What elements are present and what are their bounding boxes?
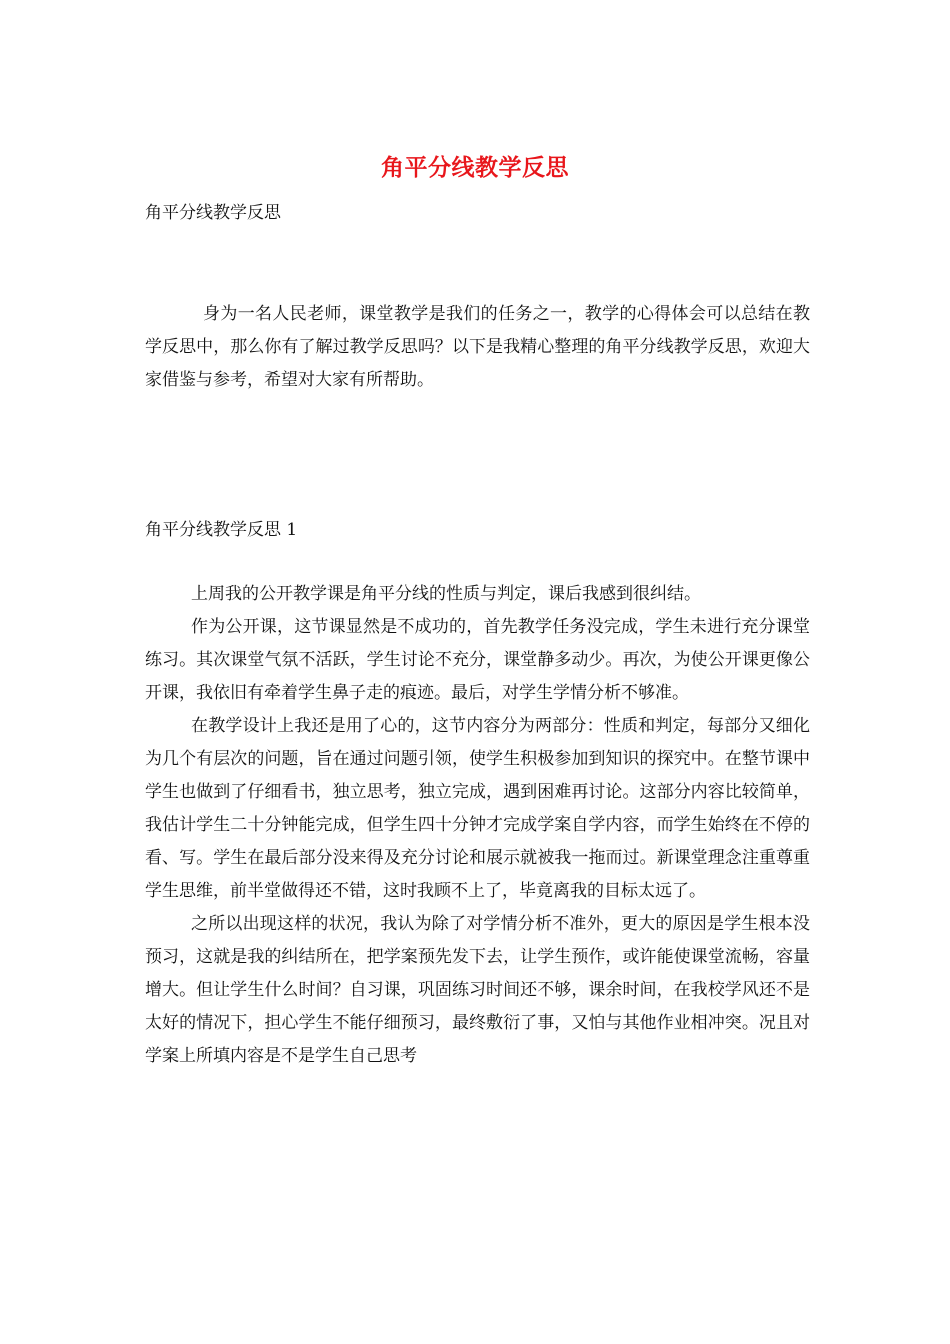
section-heading: 角平分线教学反思 1 <box>145 520 298 540</box>
body-paragraph: 之所以出现这样的状况，我认为除了对学情分析不准外，更大的原因是学生根本没预习，这就是我的纠结所在，把学案预先发下去，让学生预作，或许能使课堂流畅，容量增大。但让学生什么时间？自习课，巩固练习时间还不够，课余时间，在我校学风还不是太好的情况下，担心学生不能仔细预习，最终敷衍了事，又怕与其他作业相冲突。况且对学案上所填内容是不是学生自己思考 <box>145 914 810 1066</box>
document-title: 角平分线教学反思 <box>381 154 569 181</box>
body-paragraph: 在教学设计上我还是用了心的，这节内容分为两部分：性质和判定，每部分又细化为几个有层次的问题，旨在通过问题引领，使学生积极参加到知识的探究中。在整节课中学生也做到了仔细看书，独立思考，独立完成，遇到困难再讨论。这部分内容比较简单，我估计学生二十分钟能完成，但学生四十分钟才完成学案自学内容，而学生始终在不停的看、写。学生在最后部分没来得及充分讨论和展示就被我一拖而过。新课堂理念注重尊重学生思维，前半堂做得还不错，这时我顾不上了，毕竟离我的目标太远了。 <box>145 716 810 901</box>
body-paragraph: 作为公开课，这节课显然是不成功的，首先教学任务没完成，学生未进行充分课堂练习。其次课堂气氛不活跃，学生讨论不充分，课堂静多动少。再次，为使公开课更像公开课，我依旧有牵着学生鼻子走的痕迹。最后，对学生学情分析不够准。 <box>145 617 810 703</box>
body-text <box>145 578 810 1073</box>
body-paragraph: 上周我的公开教学课是角平分线的性质与判定，课后我感到很纠结。 <box>191 584 701 604</box>
intro-paragraph: 身为一名人民老师，课堂教学是我们的任务之一，教学的心得体会可以总结在教学反思中，那么你有了解过教学反思吗？以下是我精心整理的角平分线教学反思，欢迎大家借鉴与参考，希望对大家有所帮助。 <box>145 304 810 390</box>
document-subtitle: 角平分线教学反思 <box>145 203 281 223</box>
